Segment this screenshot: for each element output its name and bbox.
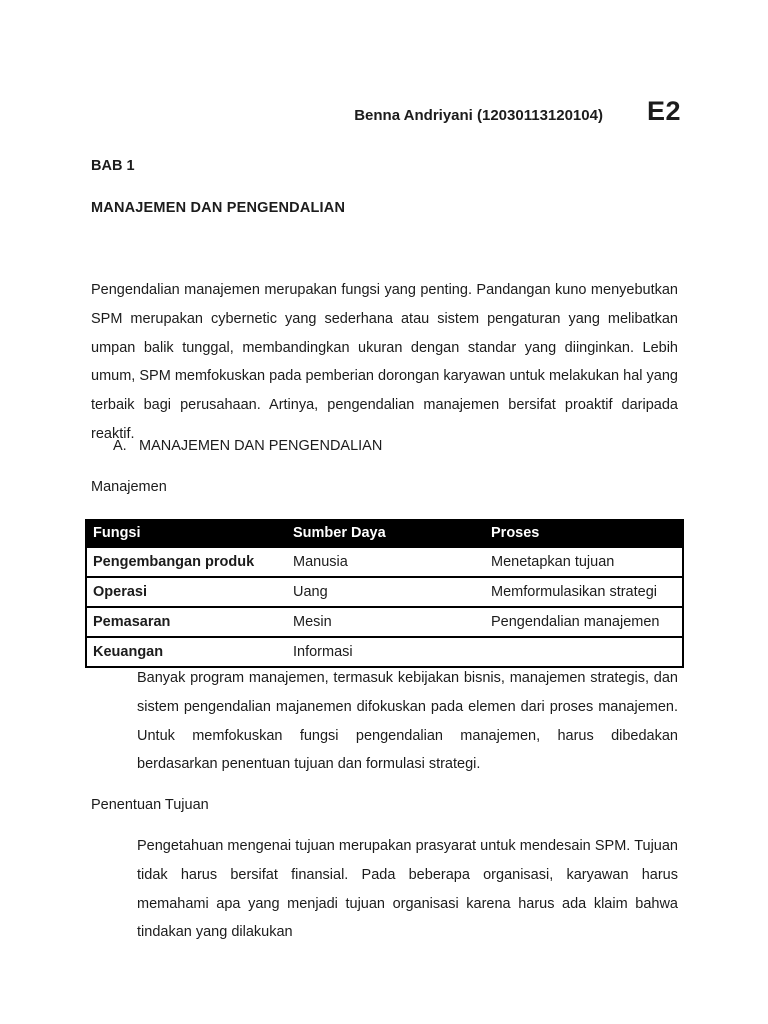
section-a-heading (113, 438, 382, 454)
table-cell: Manusia (293, 554, 348, 570)
author-name: Benna Andriyani (12030113120104) (354, 107, 603, 124)
table-cell: Uang (293, 584, 328, 600)
section-a-label: A. (113, 438, 127, 454)
table-header-cell: Proses (491, 524, 540, 541)
table-cell: Pemasaran (93, 614, 171, 630)
subheading-manajemen: Manajemen (91, 479, 167, 495)
table-row (87, 546, 682, 576)
chapter-label: BAB 1 (91, 158, 135, 174)
table-cell: Menetapkan tujuan (491, 554, 615, 570)
table-row (87, 636, 682, 666)
functions-resources-table (85, 519, 684, 668)
body-paragraph: Banyak program manajemen, termasuk kebijakan bisnis, manajemen strategis, dan sistem pengendalian majanemen difokuskan pada elemen dari proses manajemen. Untuk memfokuskan fungsi pengendalian manajemen, harus dibedakan berdasarkan penentuan tujuan dan formulasi strategi. (137, 670, 678, 773)
page-header (91, 96, 681, 127)
chapter-title: MANAJEMEN DAN PENGENDALIAN (91, 200, 346, 216)
table-cell: Memformulasikan strategi (491, 584, 657, 600)
table-cell: Informasi (293, 644, 353, 660)
table-header-row (87, 519, 682, 546)
table-cell: Pengembangan produk (93, 554, 255, 570)
table-row (87, 576, 682, 606)
closing-paragraph: Pengetahuan mengenai tujuan merupakan prasyarat untuk mendesain SPM. Tujuan tidak harus bersifat finansial. Pada beberapa organisasi, karyawan harus memahami apa yang menjadi tujuan organisasi karena harus ada klaim bahwa tindakan yang dilakukan (137, 838, 678, 941)
table-cell: Mesin (293, 614, 332, 630)
table-cell: Pengendalian manajemen (491, 614, 660, 630)
section-a-title: MANAJEMEN DAN PENGENDALIAN (139, 438, 383, 454)
intro-paragraph: Pengendalian manajemen merupakan fungsi yang penting. Pandangan kuno menyebutkan SPM merupakan cybernetic yang sederhana atau sistem pengaturan yang melibatkan umpan balik tunggal, membandingkan ukuran dengan standar yang diinginkan. Lebih umum, SPM memfokuskan pada pemberian dorongan karyawan untuk melakukan hal yang terbaik bagi perusahaan. Artinya, pengendalian manajemen bersifat proaktif daripada reaktif. (91, 282, 678, 442)
table-cell: Keuangan (93, 644, 164, 660)
subheading-penentuan-tujuan: Penentuan Tujuan (91, 797, 209, 813)
table-cell: Operasi (93, 584, 147, 600)
table-header-cell: Fungsi (93, 524, 141, 541)
table-header-cell: Sumber Daya (293, 524, 386, 541)
page-code: E2 (646, 96, 681, 126)
table-row (87, 606, 682, 636)
